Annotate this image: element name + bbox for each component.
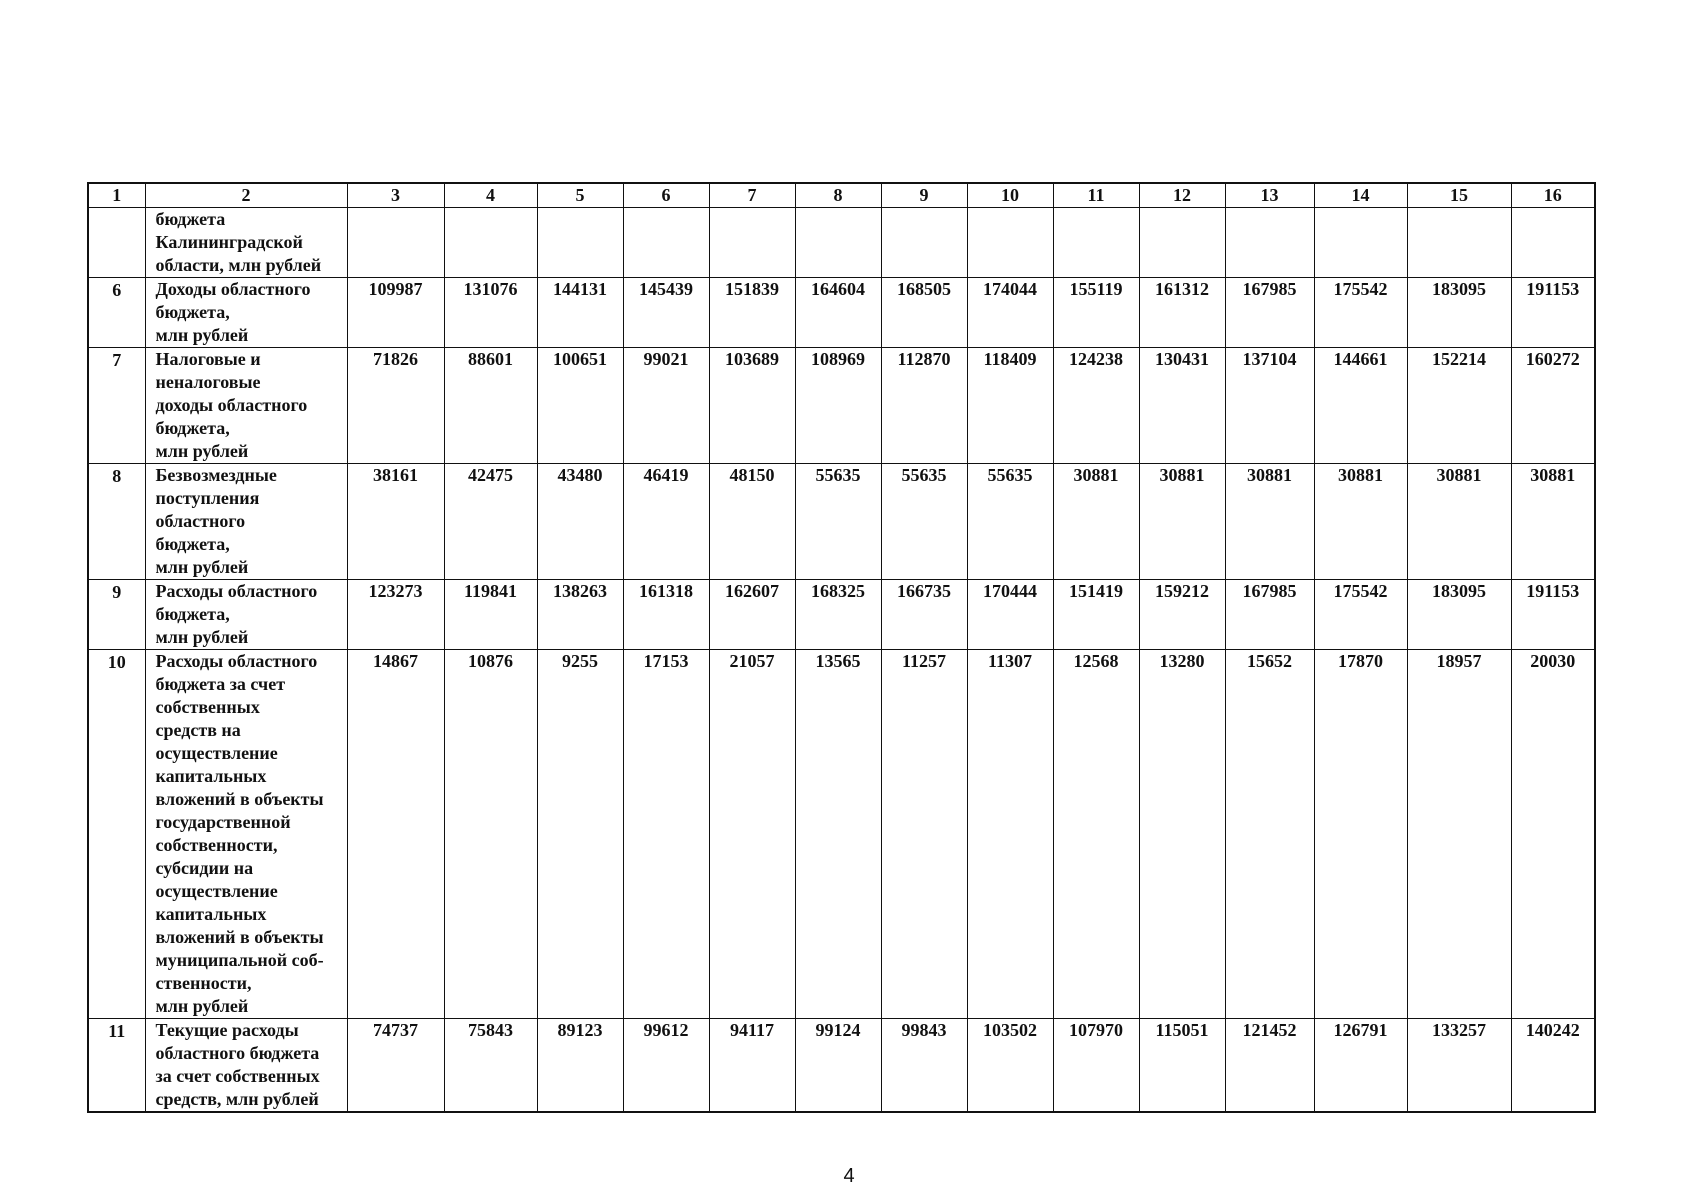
value-cell: 74737 <box>347 1019 444 1113</box>
indicator-label-cell: бюджета Калининградской области, млн рублей <box>145 208 347 278</box>
value-cell: 17153 <box>623 650 709 1019</box>
value-cell: 11307 <box>967 650 1053 1019</box>
value-cell: 161312 <box>1139 278 1225 348</box>
indicator-label-cell: Расходы областного бюджета, млн рублей <box>145 580 347 650</box>
table-row <box>88 1019 1595 1113</box>
value-cell: 14867 <box>347 650 444 1019</box>
value-cell: 89123 <box>537 1019 623 1113</box>
value-cell: 151839 <box>709 278 795 348</box>
value-cell <box>1225 208 1314 278</box>
value-cell: 48150 <box>709 464 795 580</box>
row-number-cell: 6 <box>88 278 145 348</box>
value-cell: 108969 <box>795 348 881 464</box>
value-cell: 159212 <box>1139 580 1225 650</box>
table-row <box>88 650 1595 1019</box>
value-cell: 20030 <box>1511 650 1595 1019</box>
value-cell <box>881 208 967 278</box>
value-cell: 18957 <box>1407 650 1511 1019</box>
value-cell: 155119 <box>1053 278 1139 348</box>
column-number-cell: 15 <box>1407 183 1511 208</box>
value-cell: 167985 <box>1225 278 1314 348</box>
table-body <box>88 183 1595 1112</box>
value-cell: 107970 <box>1053 1019 1139 1113</box>
value-cell: 170444 <box>967 580 1053 650</box>
value-cell <box>1053 208 1139 278</box>
value-cell: 30881 <box>1314 464 1407 580</box>
value-cell: 71826 <box>347 348 444 464</box>
column-number-cell: 12 <box>1139 183 1225 208</box>
value-cell: 42475 <box>444 464 537 580</box>
value-cell <box>1314 208 1407 278</box>
value-cell: 168505 <box>881 278 967 348</box>
value-cell: 109987 <box>347 278 444 348</box>
value-cell: 140242 <box>1511 1019 1595 1113</box>
table-row <box>88 208 1595 278</box>
value-cell <box>1139 208 1225 278</box>
column-number-cell: 16 <box>1511 183 1595 208</box>
value-cell: 99612 <box>623 1019 709 1113</box>
value-cell: 30881 <box>1407 464 1511 580</box>
value-cell: 175542 <box>1314 580 1407 650</box>
value-cell: 162607 <box>709 580 795 650</box>
value-cell: 17870 <box>1314 650 1407 1019</box>
row-number-cell: 10 <box>88 650 145 1019</box>
value-cell: 145439 <box>623 278 709 348</box>
value-cell: 9255 <box>537 650 623 1019</box>
column-number-cell: 10 <box>967 183 1053 208</box>
value-cell <box>347 208 444 278</box>
row-number-cell: 8 <box>88 464 145 580</box>
indicator-label-cell: Доходы областного бюджета, млн рублей <box>145 278 347 348</box>
value-cell: 99021 <box>623 348 709 464</box>
table-row <box>88 348 1595 464</box>
value-cell: 164604 <box>795 278 881 348</box>
value-cell: 152214 <box>1407 348 1511 464</box>
value-cell: 13565 <box>795 650 881 1019</box>
value-cell: 124238 <box>1053 348 1139 464</box>
value-cell: 133257 <box>1407 1019 1511 1113</box>
table-row <box>88 580 1595 650</box>
value-cell: 167985 <box>1225 580 1314 650</box>
value-cell: 137104 <box>1225 348 1314 464</box>
value-cell: 112870 <box>881 348 967 464</box>
value-cell <box>1407 208 1511 278</box>
row-number-cell: 9 <box>88 580 145 650</box>
column-number-cell: 6 <box>623 183 709 208</box>
value-cell: 168325 <box>795 580 881 650</box>
column-number-cell: 9 <box>881 183 967 208</box>
column-number-cell: 7 <box>709 183 795 208</box>
table-row <box>88 464 1595 580</box>
value-cell: 94117 <box>709 1019 795 1113</box>
value-cell: 21057 <box>709 650 795 1019</box>
column-number-cell: 13 <box>1225 183 1314 208</box>
column-number-cell: 4 <box>444 183 537 208</box>
value-cell: 103689 <box>709 348 795 464</box>
value-cell: 161318 <box>623 580 709 650</box>
page-number: 4 <box>843 1165 855 1187</box>
indicator-label-cell: Текущие расходы областного бюджета за счет собственных средств, млн рублей <box>145 1019 347 1113</box>
value-cell: 30881 <box>1139 464 1225 580</box>
value-cell: 55635 <box>795 464 881 580</box>
value-cell: 55635 <box>967 464 1053 580</box>
value-cell: 175542 <box>1314 278 1407 348</box>
value-cell: 191153 <box>1511 278 1595 348</box>
value-cell: 100651 <box>537 348 623 464</box>
value-cell: 130431 <box>1139 348 1225 464</box>
value-cell: 10876 <box>444 650 537 1019</box>
column-number-cell: 5 <box>537 183 623 208</box>
value-cell: 15652 <box>1225 650 1314 1019</box>
column-number-cell: 2 <box>145 183 347 208</box>
value-cell: 30881 <box>1225 464 1314 580</box>
value-cell: 75843 <box>444 1019 537 1113</box>
value-cell: 43480 <box>537 464 623 580</box>
value-cell <box>967 208 1053 278</box>
value-cell: 38161 <box>347 464 444 580</box>
value-cell <box>444 208 537 278</box>
budget-table <box>87 182 1596 1113</box>
indicator-label-cell: Безвозмездные поступления областного бюджета, млн рублей <box>145 464 347 580</box>
value-cell: 160272 <box>1511 348 1595 464</box>
value-cell: 103502 <box>967 1019 1053 1113</box>
value-cell <box>795 208 881 278</box>
column-number-cell: 8 <box>795 183 881 208</box>
value-cell: 12568 <box>1053 650 1139 1019</box>
value-cell <box>623 208 709 278</box>
row-number-cell <box>88 208 145 278</box>
value-cell: 119841 <box>444 580 537 650</box>
value-cell: 88601 <box>444 348 537 464</box>
value-cell: 183095 <box>1407 580 1511 650</box>
value-cell: 115051 <box>1139 1019 1225 1113</box>
value-cell: 99124 <box>795 1019 881 1113</box>
value-cell: 151419 <box>1053 580 1139 650</box>
value-cell: 11257 <box>881 650 967 1019</box>
value-cell <box>709 208 795 278</box>
value-cell: 123273 <box>347 580 444 650</box>
row-number-cell: 7 <box>88 348 145 464</box>
column-number-cell: 1 <box>88 183 145 208</box>
value-cell: 121452 <box>1225 1019 1314 1113</box>
row-number-cell: 11 <box>88 1019 145 1113</box>
value-cell: 138263 <box>537 580 623 650</box>
value-cell: 46419 <box>623 464 709 580</box>
value-cell: 183095 <box>1407 278 1511 348</box>
column-number-cell: 3 <box>347 183 444 208</box>
value-cell: 144131 <box>537 278 623 348</box>
column-number-cell: 11 <box>1053 183 1139 208</box>
value-cell: 191153 <box>1511 580 1595 650</box>
value-cell: 126791 <box>1314 1019 1407 1113</box>
value-cell: 166735 <box>881 580 967 650</box>
value-cell: 118409 <box>967 348 1053 464</box>
indicator-label-cell: Налоговые и неналоговые доходы областного бюджета, млн рублей <box>145 348 347 464</box>
value-cell <box>1511 208 1595 278</box>
value-cell: 131076 <box>444 278 537 348</box>
value-cell: 174044 <box>967 278 1053 348</box>
value-cell: 144661 <box>1314 348 1407 464</box>
indicator-label-cell: Расходы областного бюджета за счет собственных средств на осуществление капитальных вложений в объекты государственной собственности, субсидии на осуществление капитальных вложений в объекты муниципальной соб- ственности, млн рублей <box>145 650 347 1019</box>
value-cell <box>537 208 623 278</box>
table-row <box>88 278 1595 348</box>
value-cell: 30881 <box>1053 464 1139 580</box>
header-row <box>88 183 1595 208</box>
column-number-cell: 14 <box>1314 183 1407 208</box>
value-cell: 55635 <box>881 464 967 580</box>
value-cell: 13280 <box>1139 650 1225 1019</box>
value-cell: 99843 <box>881 1019 967 1113</box>
value-cell: 30881 <box>1511 464 1595 580</box>
